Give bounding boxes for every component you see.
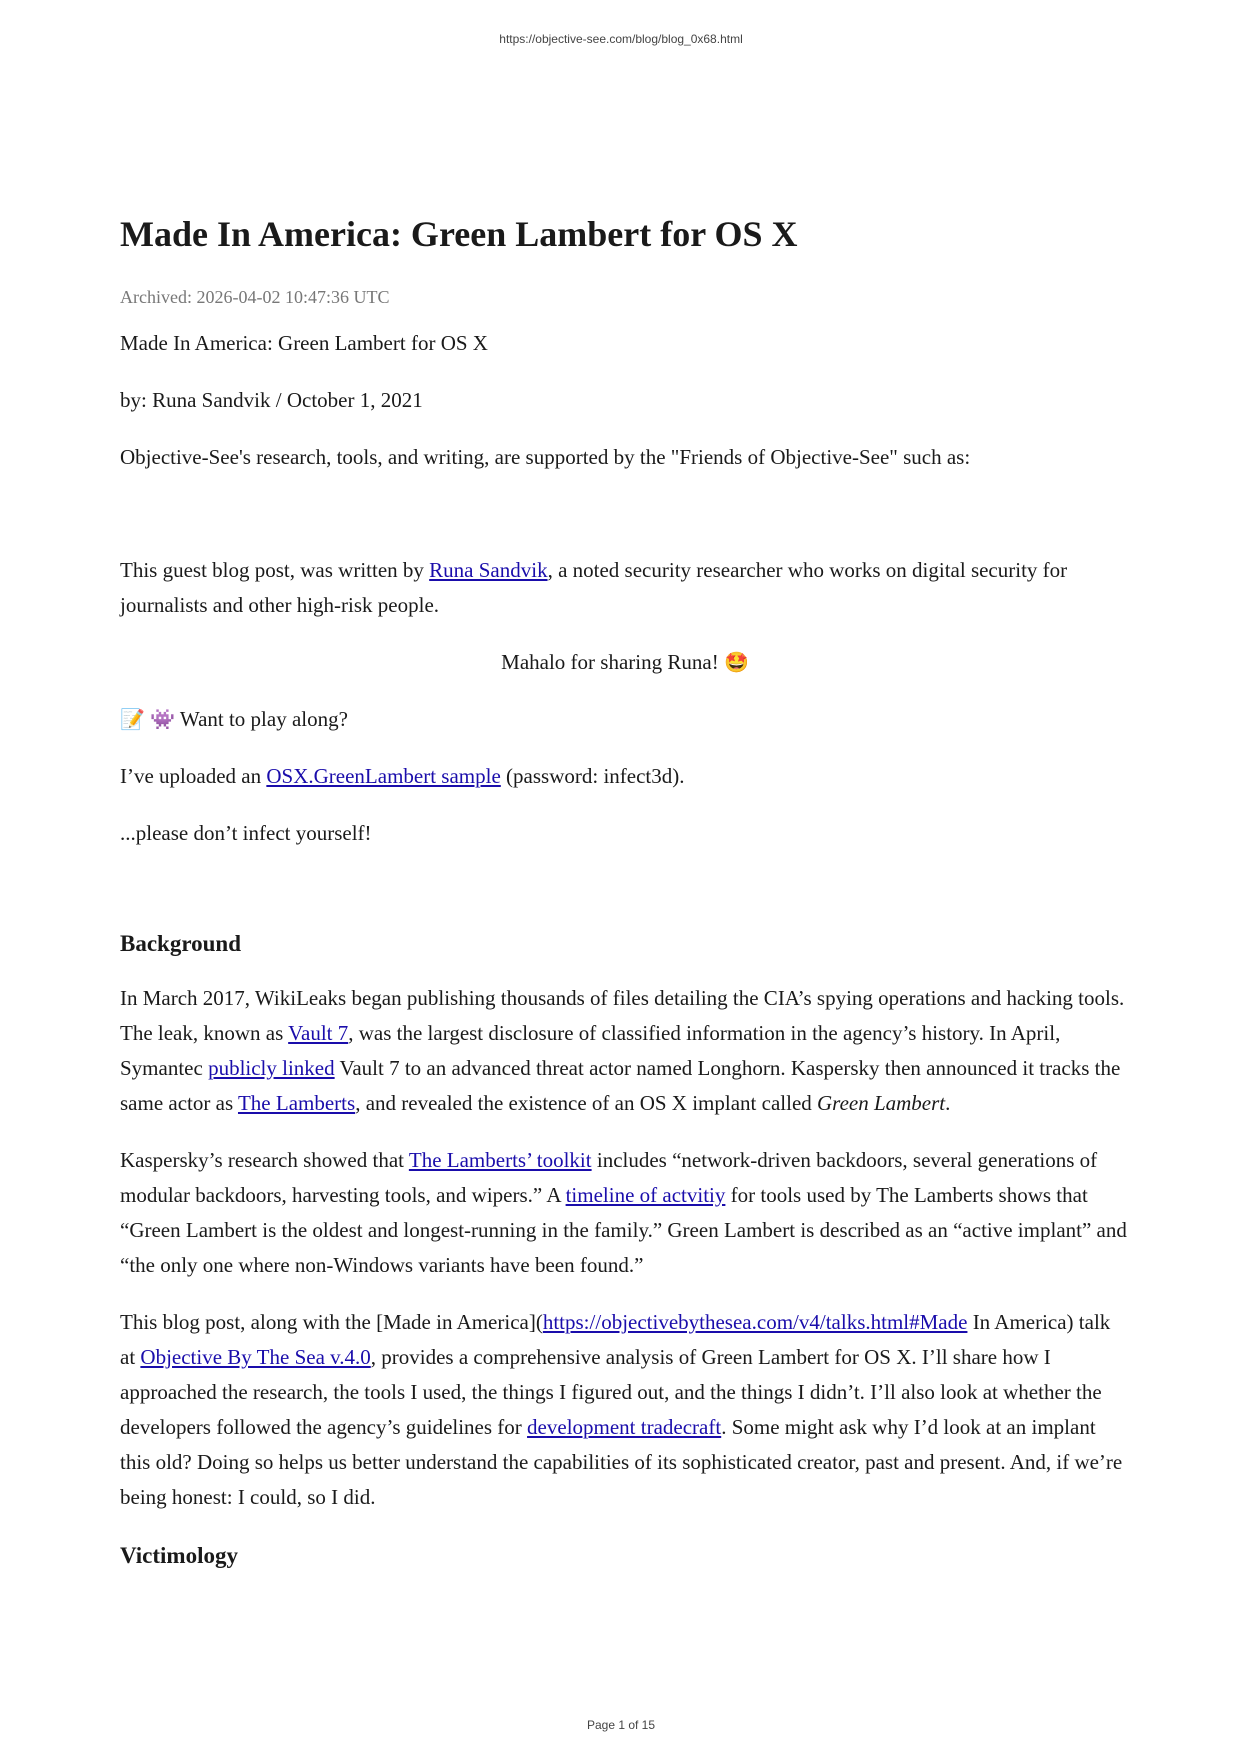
warning-note: ...please don’t infect yourself!: [120, 821, 372, 845]
background-heading: Background: [120, 931, 242, 956]
the-lamberts-link[interactable]: The Lamberts: [237, 1091, 356, 1115]
runa-sandvik-link[interactable]: Runa Sandvik: [429, 558, 548, 582]
memo-emoji-icon: 📝: [120, 707, 145, 731]
background-paragraph-2: Kaspersky’s research showed that The Lamberts’ toolkit includes “network-driven backdoors, several generations of modular backdoors, harvesting tools, and wipers.” A timeline of actvitiy for tools used by The Lamberts shows that “Green Lambert is the oldest and longest-running in the family.” Green Lambert is described as an “active implant” and “the only one where non-Windows variants have been found.”: [120, 1148, 1127, 1277]
vault7-link[interactable]: Vault 7: [288, 1021, 349, 1045]
page-url-header: https://objective-see.com/blog/blog_0x68.html: [499, 32, 743, 46]
timeline-link[interactable]: timeline of actvitiy: [565, 1183, 726, 1207]
publicly-linked-link[interactable]: publicly linked: [208, 1056, 335, 1080]
archived-timestamp: Archived: 2026-04-02 10:47:36 UTC: [120, 287, 390, 307]
page-number: Page 1 of 15: [586, 1718, 656, 1732]
development-tradecraft-link[interactable]: development tradecraft: [527, 1415, 722, 1439]
made-in-america-talk-link[interactable]: https://objectivebythesea.com/v4/talks.html#Made: [542, 1310, 968, 1334]
objective-by-the-sea-link[interactable]: Objective By The Sea v.4.0: [140, 1345, 371, 1369]
star-struck-emoji-icon: 🤩: [723, 650, 749, 674]
background-paragraph-3: This blog post, along with the [Made in America](https://objectivebythesea.com/v4/talks.html#Made In America) talk at Objective By The Sea v.4.0, provides a comprehensive analysis of Green Lambert for OS X. I’ll share how I approached the research, the tools I used, the things I figured out, and the things I didn’t. I’ll also look at whether the developers followed the agency’s guidelines for development tradecraft. Some might ask why I’d look at an implant this old? Doing so helps us better understand the capabilities of its sophisticated creator, past and present. And, if we’re being honest: I could, so I did.: [120, 1310, 1123, 1509]
article: [120, 210, 1130, 1593]
guest-note: This guest blog post, was written by Runa Sandvik, a noted security researcher who works on digital security for journalists and other high-risk people.: [120, 558, 1068, 617]
support-note: Objective-See's research, tools, and writing, are supported by the "Friends of Objective-See" such as:: [120, 445, 971, 469]
play-along: 📝 👾 Want to play along?: [120, 707, 348, 731]
mahalo-note: Mahalo for sharing Runa! 🤩: [501, 650, 749, 674]
sample-note: I’ve uploaded an OSX.GreenLambert sample (password: infect3d).: [120, 764, 685, 788]
lamberts-toolkit-link[interactable]: The Lamberts’ toolkit: [408, 1148, 592, 1172]
sample-download-link[interactable]: OSX.GreenLambert sample: [266, 764, 501, 788]
section-gap: [120, 873, 1130, 925]
byline: by: Runa Sandvik / October 1, 2021: [120, 388, 423, 412]
article-subtitle: Made In America: Green Lambert for OS X: [120, 331, 488, 355]
article-title: Made In America: Green Lambert for OS X: [120, 214, 798, 254]
sponsor-gap: [120, 497, 1130, 553]
alien-monster-emoji-icon: 👾: [150, 707, 176, 731]
background-paragraph-1: In March 2017, WikiLeaks began publishing thousands of files detailing the CIA’s spying operations and hacking tools. The leak, known as Vault 7, was the largest disclosure of classified information in the agency’s history. In April, Symantec publicly linked Vault 7 to an advanced threat actor named Longhorn. Kaspersky then announced it tracks the same actor as The Lamberts, and revealed the existence of an OS X implant called Green Lambert.: [120, 986, 1125, 1115]
victimology-heading: Victimology: [120, 1543, 238, 1568]
